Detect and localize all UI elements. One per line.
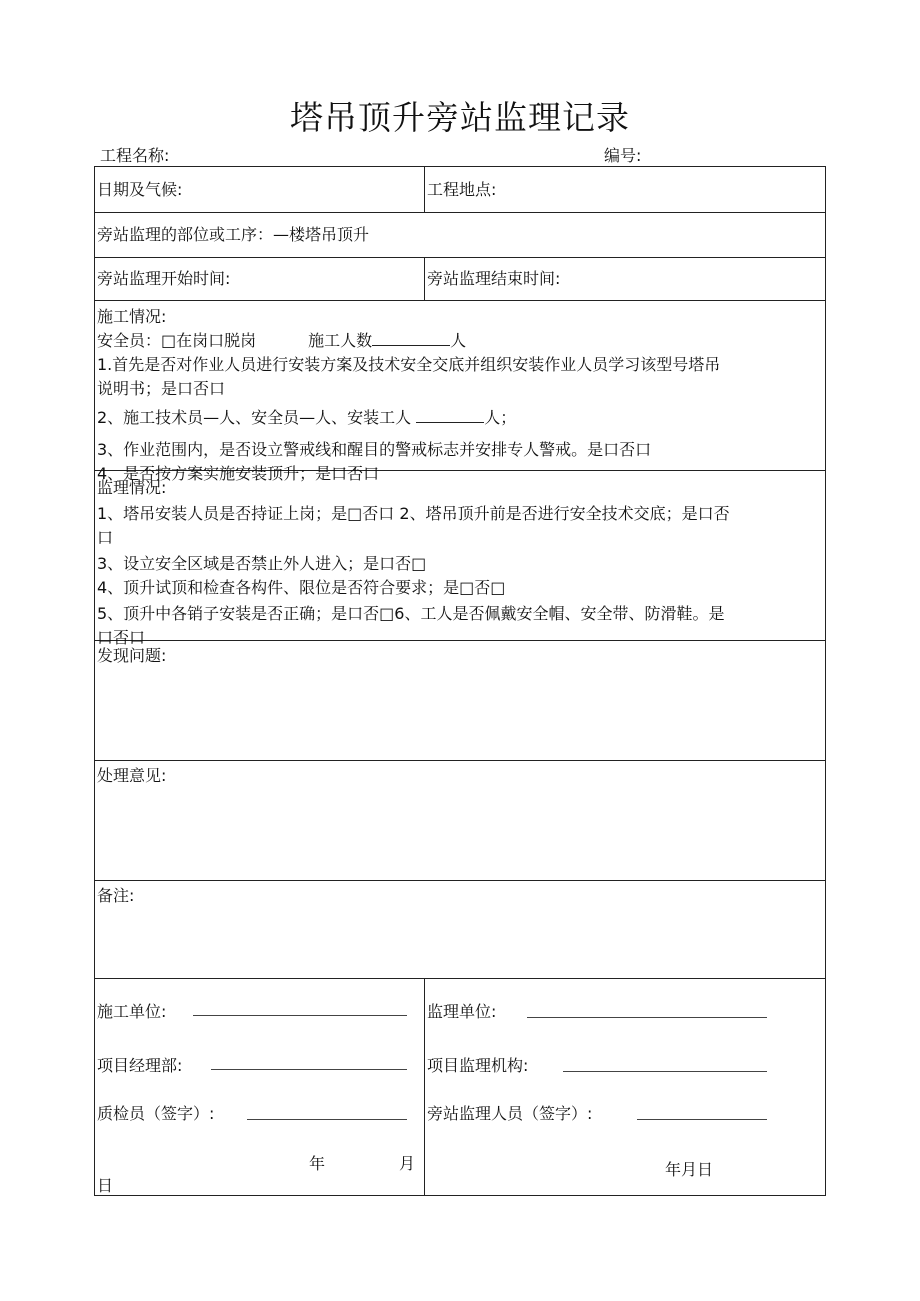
column-divider	[424, 257, 425, 300]
column-divider	[424, 978, 425, 1196]
project-dept-line	[211, 1069, 407, 1070]
construction-item-1-cont: 说明书；是口否口	[97, 379, 226, 398]
construction-unit-line	[193, 1015, 407, 1016]
right-date: 年月日	[665, 1160, 714, 1179]
safety-officer-line	[97, 328, 466, 351]
construction-item-3: 3、作业范围内，是否设立警戒线和醒目的警戒标志并安排专人警戒。是口否口	[97, 440, 652, 459]
supervisor-label: 旁站监理人员（签字）:	[427, 1104, 593, 1123]
remarks-heading: 备注:	[97, 886, 135, 905]
installer-count-blank	[416, 408, 484, 423]
worker-count-label: 施工人数	[308, 331, 373, 350]
construction-unit-label: 施工单位:	[97, 1002, 167, 1021]
project-dept-label: 项目经理部:	[97, 1056, 183, 1075]
row-divider	[95, 212, 825, 213]
left-date-month: 月	[399, 1154, 416, 1173]
supervision-unit-line	[527, 1017, 767, 1018]
supervision-item-3: 3、设立安全区域是否禁止外人进入；是口否□	[97, 554, 427, 573]
construction-item-1: 1.首先是否对作业人员进行安装方案及技术安全交底并组织安装作业人员学习该型号塔吊	[97, 355, 721, 374]
worker-count-blank	[372, 331, 450, 346]
start-time-label: 旁站监理开始时间:	[97, 269, 231, 288]
row-divider	[95, 760, 825, 761]
inspector-label: 质检员（签字）:	[97, 1104, 215, 1123]
column-divider	[424, 167, 425, 212]
serial-number-label: 编号:	[604, 146, 642, 165]
supervision-item-4: 4、顶升试顶和检查各构件、限位是否符合要求；是□否□	[97, 578, 506, 597]
supervision-org-label: 项目监理机构:	[427, 1056, 529, 1075]
construction-section	[95, 301, 825, 483]
worker-count-unit: 人	[450, 331, 467, 350]
supervision-section	[95, 471, 825, 647]
supervision-item-5-6: 5、顶升中各销子安装是否正确；是口否□6、工人是否佩戴安全帽、安全带、防滑鞋。是	[97, 604, 725, 623]
row-divider	[95, 880, 825, 881]
record-form	[94, 166, 826, 1196]
inspector-line	[247, 1119, 407, 1120]
project-location-label: 工程地点:	[427, 180, 497, 199]
row-divider	[95, 978, 825, 979]
row-divider	[95, 257, 825, 258]
supervision-item-2-cont: 口	[97, 528, 114, 547]
issues-heading: 发现问题:	[97, 646, 167, 665]
opinion-heading: 处理意见:	[97, 766, 167, 785]
construction-heading: 施工情况:	[97, 307, 167, 326]
date-weather-label: 日期及气候:	[97, 180, 183, 199]
supervision-org-line	[563, 1071, 767, 1072]
supervision-item-1-2: 1、塔吊安装人员是否持证上岗；是□否口 2、塔吊顶升前是否进行安全技术交底；是口否	[97, 504, 730, 523]
project-name-label: 工程名称:	[100, 146, 170, 165]
supervision-heading: 监理情况:	[97, 478, 167, 497]
left-date-day: 日	[97, 1176, 114, 1195]
page-title: 塔吊顶升旁站监理记录	[290, 98, 630, 137]
left-date-year: 年	[309, 1154, 326, 1173]
end-time-label: 旁站监理结束时间:	[427, 269, 561, 288]
construction-item-4: 4、是否按方案实施安装顶升；是口否口	[97, 464, 380, 483]
part-process-label: 旁站监理的部位或工序：—楼塔吊顶升	[97, 225, 370, 244]
supervision-unit-label: 监理单位:	[427, 1002, 497, 1021]
row-divider	[95, 640, 825, 641]
supervision-item-6-cont: 口否口	[97, 628, 146, 647]
supervisor-line	[637, 1119, 767, 1120]
construction-item-2: 2、施工技术员—人、安全员—人、安装工人 人；	[97, 408, 517, 427]
safety-officer-status: 安全员：□在岗口脱岗	[97, 331, 257, 350]
